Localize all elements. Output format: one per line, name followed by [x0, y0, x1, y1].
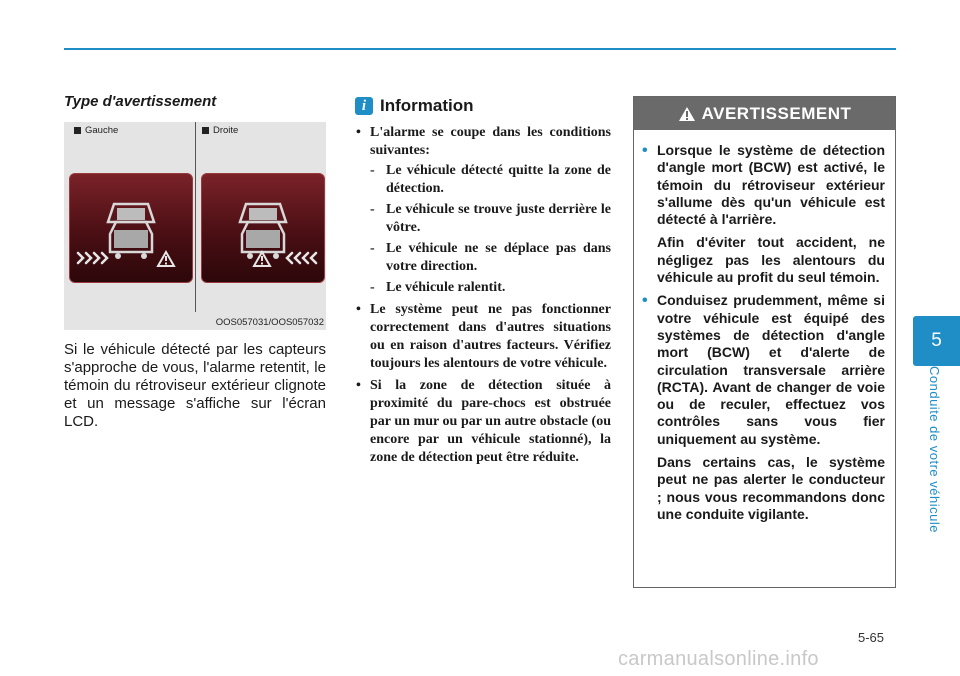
- sub-list-item-text: Le véhicule ne se déplace pas dans votre direction.: [386, 241, 611, 274]
- sub-list-item-text: Le véhicule détecté quitte la zone de détection.: [386, 163, 611, 196]
- warning-box: [633, 96, 896, 588]
- warning-paragraph: • Lorsque le système de détection d'angle mort (BCW) est activé, le témoin du rétroviseur extérieur s'allume dès qu'un véhicule est détecté à l'arrière.: [657, 142, 885, 228]
- warning-header: [634, 97, 895, 130]
- figure-divider: [195, 122, 196, 312]
- sub-list-item: - Le véhicule ralentit.: [370, 280, 506, 295]
- chapter-title: Conduite de votre véhicule: [927, 366, 942, 533]
- sub-list-item: - Le véhicule détecté quitte la zone de détection.: [370, 163, 611, 196]
- sub-list-item: - Le véhicule se trouve juste derrière le vôtre.: [370, 202, 611, 235]
- warning-paragraph: • Conduisez prudemment, même si votre véhicule est équipé des systèmes de détection d'angle mort (BCW) et d'alerte de circulation transversale arrière (RCTA). Avant de changer de voie ou de reculer, effectuez vos contrôles sans vous fier uniquement au système.: [657, 292, 885, 447]
- information-title: Information: [380, 96, 474, 115]
- list-item-text: Si la zone de détection située à proximité du pare-chocs est obstruée par un mur ou par un autre obstacle (ou encore par un véhicule stationné), la zone de détection peut être réduite.: [370, 378, 611, 465]
- square-bullet-icon: [74, 127, 81, 134]
- watermark: carmanualsonline.info: [618, 648, 819, 670]
- car-right-warning-icon: [202, 174, 324, 282]
- figure-label-left-text: Gauche: [85, 125, 119, 136]
- warning-title: AVERTISSEMENT: [701, 103, 852, 123]
- list-item-text: L'alarme se coupe dans les conditions suivantes:: [370, 125, 611, 158]
- information-header: [355, 96, 474, 116]
- list-item: [355, 377, 611, 467]
- sub-list-item-text: Le véhicule se trouve juste derrière le vôtre.: [386, 202, 611, 235]
- page-number: 5-65: [858, 630, 885, 645]
- figure-label-right-text: Droite: [213, 125, 239, 136]
- list-item: [355, 124, 611, 297]
- figure-label-right: [202, 125, 238, 136]
- sub-list-item-text: Le véhicule ralentit.: [386, 280, 506, 295]
- warning-triangle-icon: [678, 106, 696, 122]
- figure-caption: OOS057031/OOS057032: [215, 317, 324, 328]
- warning-item: [642, 142, 885, 286]
- chapter-tab: 5: [913, 316, 960, 366]
- figure-label-left: [74, 125, 118, 136]
- warning-paragraph: Dans certains cas, le système peut ne pas alerter le conducteur ; nous vous recommandons donc une conduite vigilante.: [657, 454, 885, 522]
- lcd-screen-right: [201, 173, 325, 283]
- warning-paragraph: Afin d'éviter tout accident, ne négligez pas les alentours du véhicule au profit du seul témoin.: [657, 234, 885, 286]
- sub-list: [370, 162, 611, 297]
- square-bullet-icon: [202, 127, 209, 134]
- list-item-text: Le système peut ne pas fonctionner correctement dans d'autres situations ou en raison d'autres facteurs. Vérifiez toujours les alentours de votre véhicule.: [370, 302, 611, 371]
- section-title: Type d'avertissement: [64, 93, 217, 110]
- lcd-screen-left: [69, 173, 193, 283]
- list-item: [355, 301, 611, 373]
- info-icon: i: [355, 97, 373, 115]
- warning-list: [634, 130, 895, 523]
- sub-list-item: - Le véhicule ne se déplace pas dans votre direction.: [370, 241, 611, 274]
- information-list: [355, 124, 611, 471]
- warning-type-figure: [64, 122, 326, 330]
- top-rule: [64, 48, 896, 50]
- section-body: Si le véhicule détecté par les capteurs s'approche de vous, l'alarme retentit, le témoin du rétroviseur extérieur clignote et un message s'affiche sur l'écran LCD.: [64, 341, 326, 430]
- car-left-warning-icon: [70, 174, 192, 282]
- warning-item: [642, 292, 885, 523]
